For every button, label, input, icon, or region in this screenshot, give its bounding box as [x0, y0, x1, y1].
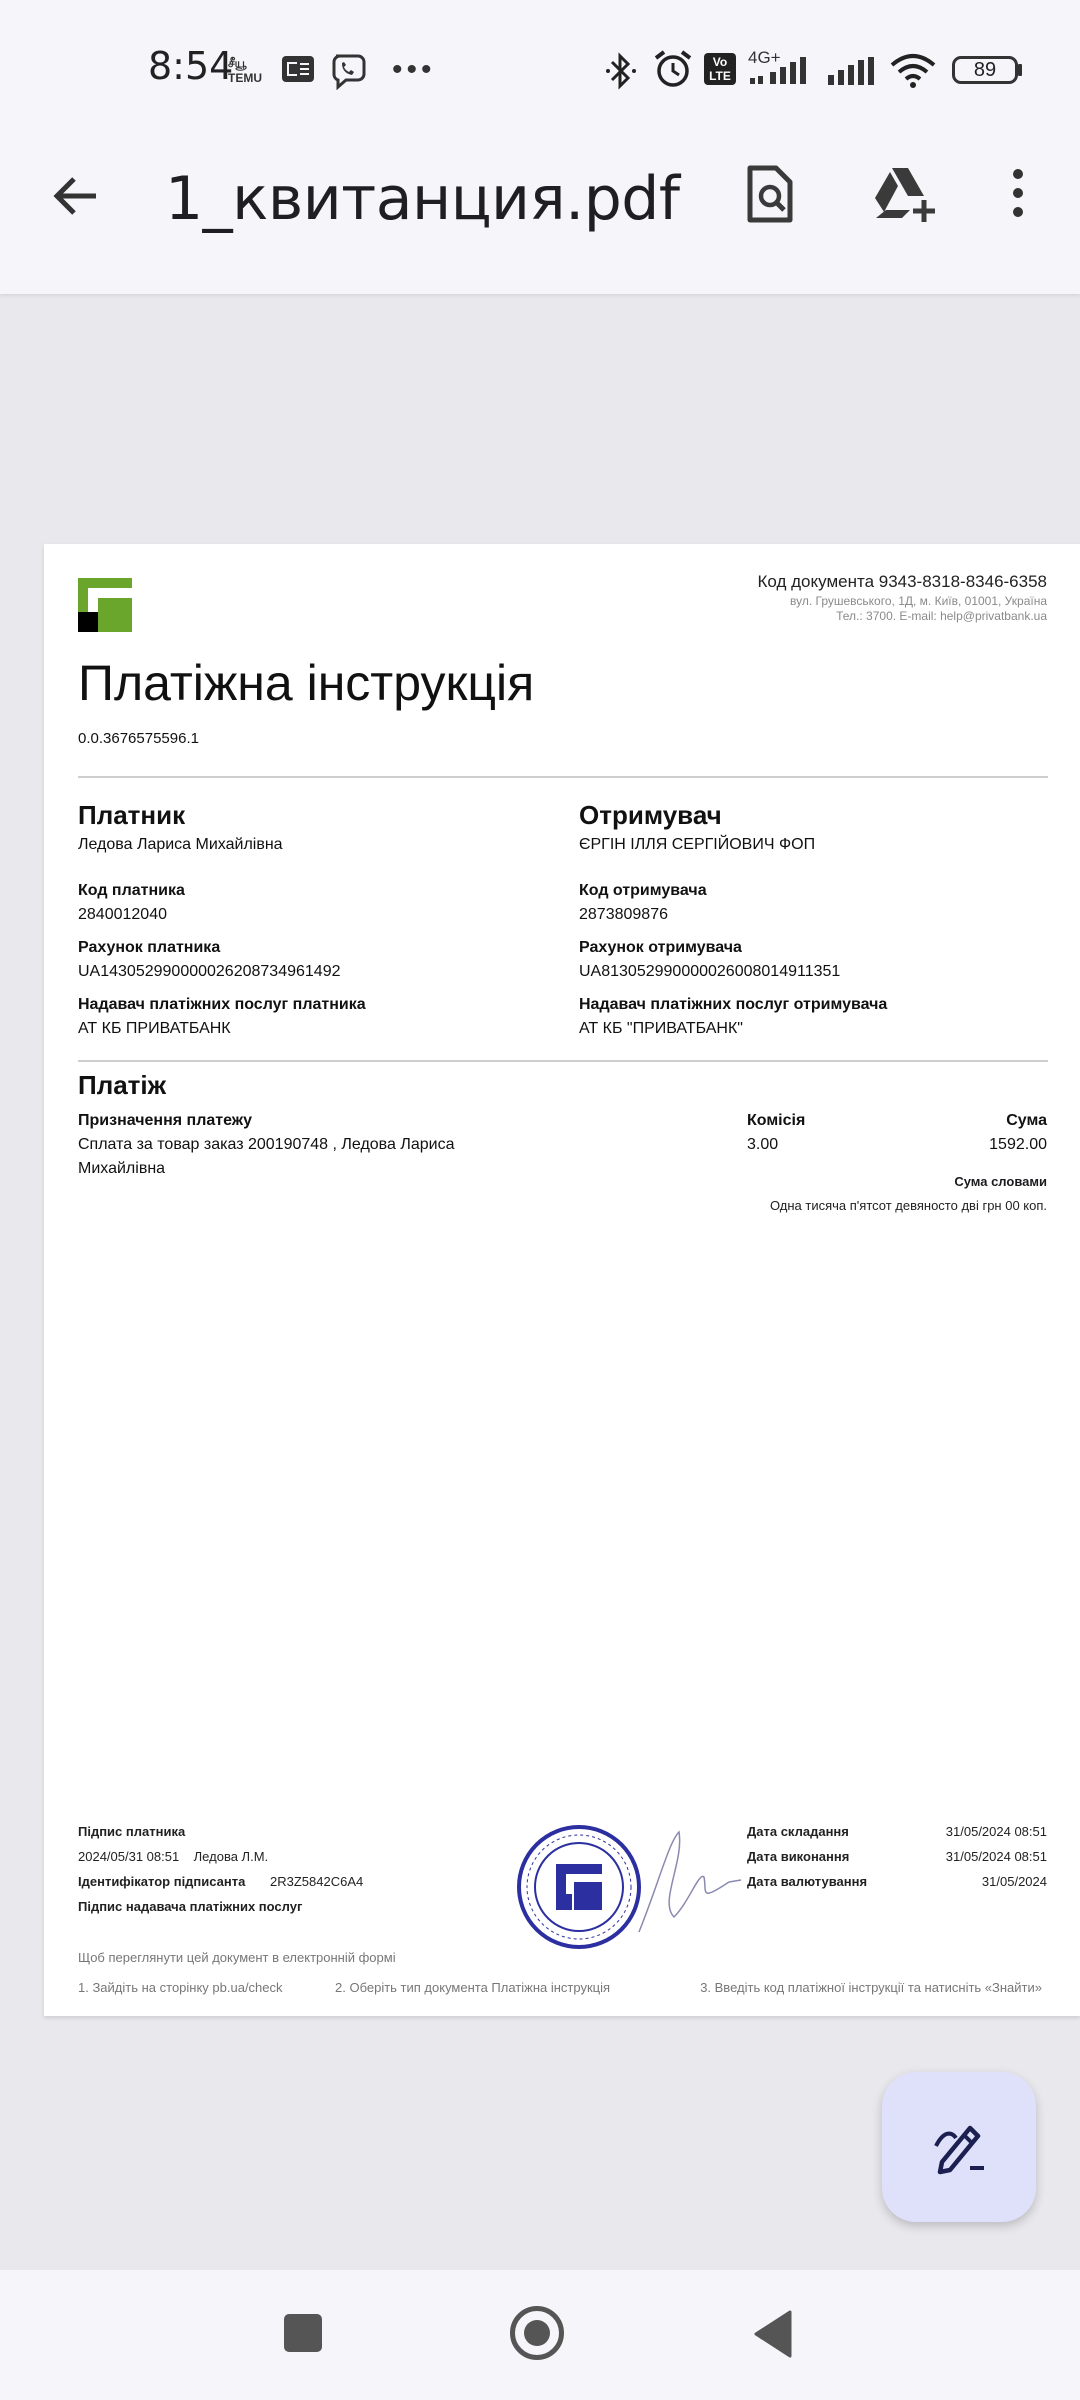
payer-provider: АТ КБ ПРИВАТБАНК — [78, 1020, 231, 1037]
pdf-page — [44, 544, 1080, 2016]
created-date: 31/05/2024 08:51 — [945, 1824, 1047, 1839]
document-title: 1_квитанция.pdf — [165, 164, 680, 234]
recipient-provider: АТ КБ "ПРИВАТБАНК" — [579, 1020, 743, 1037]
payer-account: UA143052990000026208734961492 — [78, 963, 341, 980]
recipient-code-label: Код отримувача — [579, 882, 707, 899]
payer-signature-value: 2024/05/31 08:51 Ледова Л.М. — [78, 1849, 269, 1864]
commission-value: 3.00 — [747, 1136, 779, 1153]
drive-add-icon[interactable] — [870, 164, 936, 229]
commission-label: Комісія — [747, 1112, 806, 1129]
payer-heading: Платник — [78, 800, 186, 830]
recipient-code: 2873809876 — [579, 906, 668, 923]
bank-address: вул. Грушевського, 1Д, м. Київ, 01001, Україна — [790, 594, 1047, 608]
footer-intro: Щоб переглянути цей документ в електронній формі — [78, 1950, 396, 1965]
handwritten-signature — [629, 1822, 749, 1947]
top-app-bar — [0, 140, 1080, 294]
recipient-heading: Отримувач — [579, 800, 722, 830]
news-icon — [282, 56, 314, 82]
payer-code: 2840012040 — [78, 906, 167, 923]
amount-words-label: Сума словами — [954, 1174, 1047, 1189]
status-bar — [0, 0, 1080, 140]
privatbank-logo — [78, 578, 132, 632]
back-arrow-icon[interactable] — [50, 170, 102, 227]
more-notifications-icon: ••• — [392, 53, 436, 86]
payer-account-label: Рахунок платника — [78, 939, 221, 956]
amount-value: 1592.00 — [989, 1136, 1047, 1153]
payer-provider-label: Надавач платіжних послуг платника — [78, 996, 366, 1013]
value-date: 31/05/2024 — [981, 1874, 1047, 1889]
temu-notification-badge: சீயூ TEMU — [228, 56, 262, 85]
alarm-icon — [652, 48, 694, 95]
footer-step3: 3. Введіть код платіжної інструкції та натисніть «Знайти» — [700, 1980, 1042, 1995]
provider-signature-label: Підпис надавача платіжних послуг — [78, 1899, 303, 1914]
executed-date-label: Дата виконання — [747, 1849, 850, 1864]
amount-words: Одна тисяча п'ятсот девяносто дві грн 00 коп. — [769, 1198, 1047, 1213]
edit-pen-icon — [930, 2116, 990, 2181]
recipient-provider-label: Надавач платіжних послуг отримувача — [579, 996, 888, 1013]
divider — [78, 776, 1048, 778]
more-vert-icon[interactable] — [1008, 168, 1028, 223]
signal-icon — [748, 56, 814, 91]
purpose-label: Призначення платежу — [78, 1112, 253, 1129]
signal-icon — [826, 57, 876, 92]
signer-id: 2R3Z5842C6A4 — [270, 1874, 364, 1889]
payer-code-label: Код платника — [78, 882, 185, 899]
signer-id-label: Ідентифікатор підписанта — [78, 1874, 246, 1889]
recents-square-icon[interactable] — [284, 2314, 322, 2352]
recipient-name: ЄРГІН ІЛЛЯ СЕРГІЙОВИЧ ФОП — [579, 836, 816, 853]
footer-step1: 1. Зайдіть на сторінку pb.ua/check — [78, 1980, 283, 1995]
battery-icon: 89 — [952, 56, 1018, 84]
bank-stamp-icon — [514, 1822, 644, 1957]
back-triangle-icon[interactable] — [752, 2310, 794, 2363]
home-circle-icon[interactable] — [510, 2306, 564, 2360]
payment-heading: Платіж — [78, 1070, 167, 1100]
divider — [78, 1060, 1048, 1062]
payer-signature-label: Підпис платника — [78, 1824, 186, 1839]
edit-fab-button[interactable] — [882, 2072, 1036, 2222]
recipient-account: UA813052990000026008014911351 — [579, 963, 841, 980]
recipient-account-label: Рахунок отримувача — [579, 939, 742, 956]
purpose-line2: Михайлівна — [78, 1160, 166, 1177]
reference-number: 0.0.3676575596.1 — [78, 730, 199, 747]
payer-name: Ледова Лариса Михайлівна — [78, 836, 283, 853]
created-date-label: Дата складання — [747, 1824, 849, 1839]
volte-icon: Vo LTE — [704, 53, 736, 85]
footer-step2: 2. Оберіть тип документа Платіжна інструкція — [335, 1980, 611, 1995]
document-heading: Платіжна інструкція — [78, 655, 535, 711]
purpose-line1: Сплата за товар заказ 200190748 , Ледова Лариса — [78, 1136, 455, 1153]
network-type: 4G+ — [748, 48, 781, 67]
system-navigation-bar — [0, 2270, 1080, 2400]
viber-icon — [328, 50, 368, 95]
battery-tip — [1018, 64, 1022, 76]
wifi-icon — [888, 52, 938, 95]
bluetooth-icon — [604, 50, 638, 97]
amount-label: Сума — [1006, 1112, 1047, 1129]
executed-date: 31/05/2024 08:51 — [945, 1849, 1047, 1864]
value-date-label: Дата валютування — [747, 1874, 868, 1889]
clock: 8:54 — [148, 44, 234, 88]
bank-contacts: Тел.: 3700. E-mail: help@privatbank.ua — [836, 609, 1047, 623]
document-code: Код документа 9343-8318-8346-6358 — [757, 572, 1047, 591]
search-document-icon[interactable] — [744, 164, 800, 229]
